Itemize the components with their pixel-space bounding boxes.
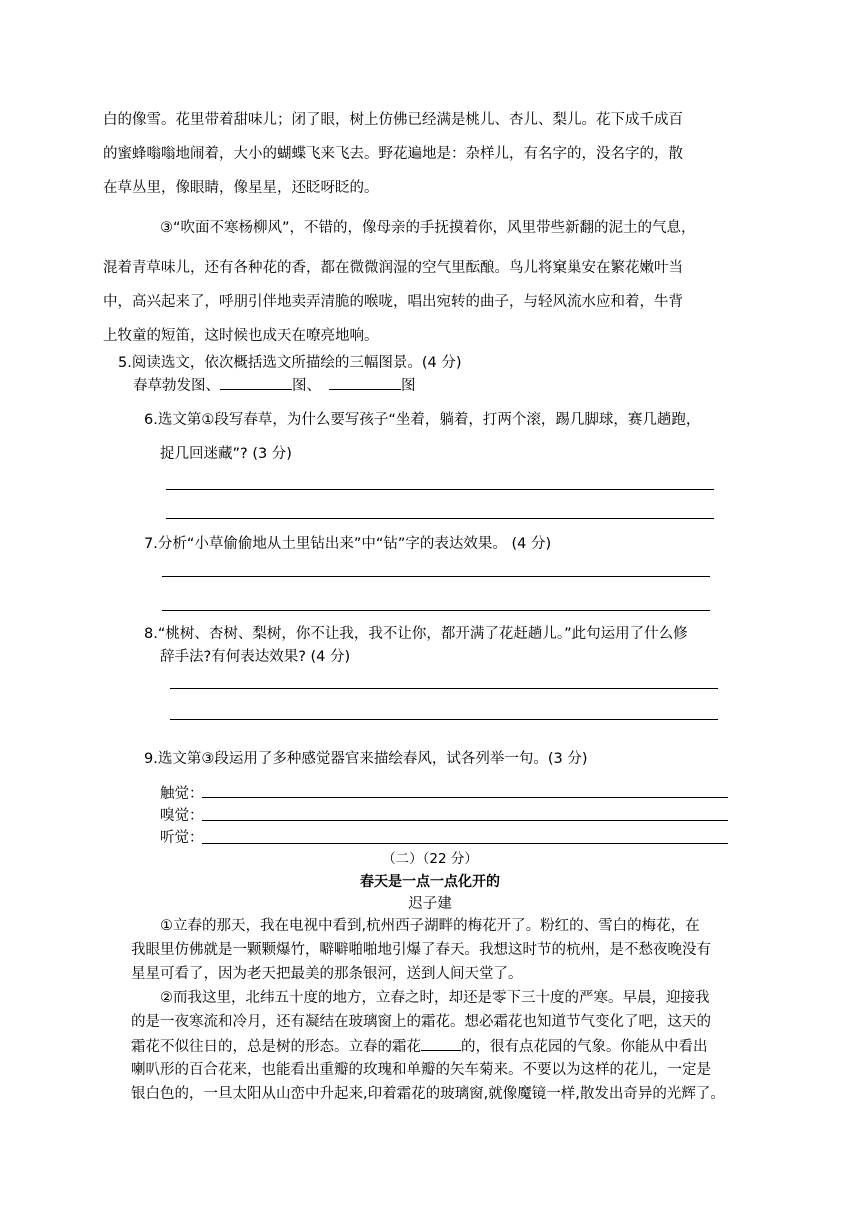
article-line: 我眼里仿佛就是一颗颗爆竹，噼噼啪啪地引爆了春天。我想这时节的杭州，是不愁夜晚没有 [131,942,711,958]
answer-prefix: 春草勃发图、 [133,378,220,394]
question-8: 8.“桃树、杏树、梨树，你不让我，我不让你，都开满了花赶趟儿。”此句运用了什么修 [144,626,688,642]
question-5: 5.阅读选文，依次概括选文所描绘的三幅图景。(4 分) [118,355,462,371]
question-8: 辞手法?有何表达效果? (4 分) [160,649,351,665]
question-6: 捉几回迷藏”? (3 分) [160,446,292,462]
answer-line[interactable] [166,489,714,490]
section-heading: （二）（22 分） [382,851,478,867]
passage-line: 白的像雪。花里带着甜味儿；闭了眼，树上仿佛已经满是桃儿、杏儿、梨儿。花下成千成百 [103,112,683,128]
article-line: 喇叭形的百合花来，也能看出重瓣的玫瑰和单瓣的矢车菊来。不要以为这样的花儿，一定是 [131,1062,711,1078]
article-text: 霜花不似往日的，总是树的形态。立春的霜花 [131,1039,421,1055]
answer-line[interactable] [202,820,728,821]
sense-label-smell: 嗅觉： [160,808,204,824]
answer-line[interactable] [166,518,714,519]
passage-line: ③“吹面不寒杨柳风”，不错的，像母亲的手抚摸着你，风里带些新翻的泥土的气息， [160,220,696,236]
answer-mid: 图、 [292,378,321,394]
article-line: 银白色的，一旦太阳从山峦中升起来,印着霜花的玻璃窗,就像魔镜一样,散发出奇异的光辉了。 [131,1086,725,1102]
article-line: 星星可看了，因为老天把最美的那条银河，送到人间天堂了。 [131,966,523,982]
article-title: 春天是一点一点化开的 [360,874,500,890]
answer-line[interactable] [202,797,728,798]
answer-suffix: 图 [401,378,416,394]
article-line: 的是一夜寒流和冷月，还有凝结在玻璃窗上的霜花。想必霜花也知道节气变化了吧，这天的 [131,1014,711,1030]
answer-line[interactable] [162,576,710,577]
passage-line: 的蜜蜂嗡嗡地闹着，大小的蝴蝶飞来飞去。野花遍地是：杂样儿，有名字的，没名字的，散 [103,146,683,162]
question-7: 7.分析“小草偷偷地从土里钻出来”中“钻”字的表达效果。 (4 分) [144,536,552,552]
passage-line: 上牧童的短笛，这时候也成天在嘹亮地响。 [103,328,379,344]
article-line: ①立春的那天，我在电视中看到,杭州西子湖畔的梅花开了。粉红的、雪白的梅花，在 [160,918,700,934]
passage-line: 在草丛里，像眼睛，像星星，还眨呀眨的。 [103,180,379,196]
answer-line[interactable] [170,688,718,689]
answer-line[interactable] [170,719,718,720]
answer-line[interactable] [202,843,728,844]
answer-blank[interactable] [329,375,401,390]
question-6: 6.选文第①段写春草，为什么要写孩子“坐着，躺着，打两个滚，踢几脚球，赛几趟跑， [144,412,701,428]
question-5-answer [133,375,416,396]
sense-label-touch: 触觉： [160,786,204,802]
article-text: 的，很有点花园的气象。你能从中看出 [461,1039,708,1055]
answer-blank[interactable] [220,375,292,390]
question-9: 9.选文第③段运用了多种感觉器官来描绘春风，试各列举一句。(3 分) [144,751,588,767]
answer-line[interactable] [162,610,710,611]
article-line [131,1036,708,1057]
sense-label-hearing: 听觉： [160,830,204,846]
article-author: 迟子建 [408,896,452,912]
passage-line: 混着青草味儿，还有各种花的香，都在微微润湿的空气里酝酿。鸟儿将窠巢安在繁花嫩叶当 [103,260,683,276]
passage-line: 中，高兴起来了，呼朋引伴地卖弄清脆的喉咙，唱出宛转的曲子，与轻风流水应和着，牛背 [103,294,683,310]
fill-in-blank[interactable] [421,1036,461,1051]
article-line: ②而我这里，北纬五十度的地方，立春之时，却还是零下三十度的严寒。早晨，迎接我 [160,990,710,1006]
